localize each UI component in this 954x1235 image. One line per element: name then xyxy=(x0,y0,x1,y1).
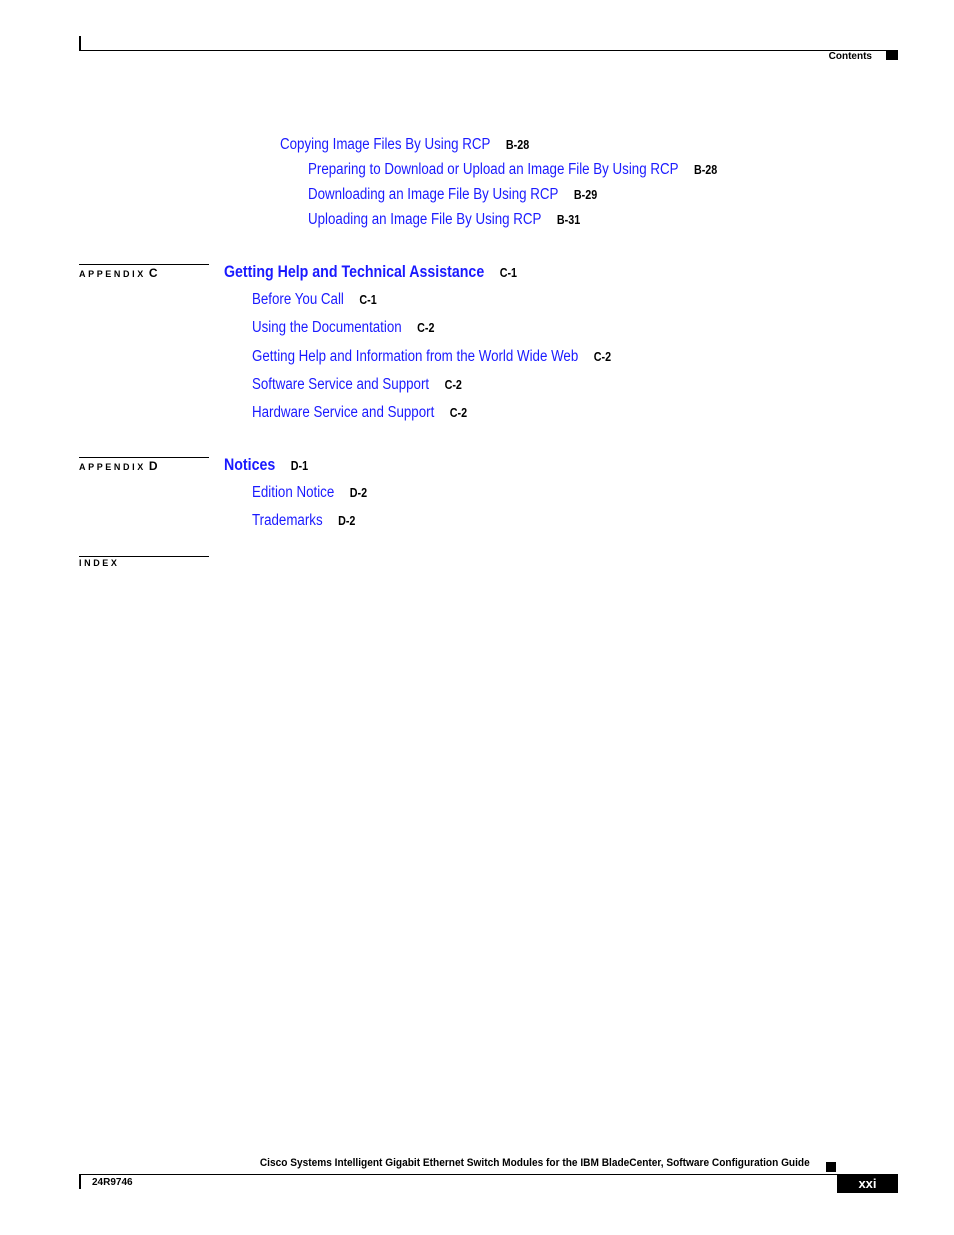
toc-entry-page: C-2 xyxy=(444,378,462,392)
footer-guide-title: Cisco Systems Intelligent Gigabit Ethernet Switch Modules for the IBM BladeCenter, Software Configuration Guide xyxy=(260,1157,810,1169)
toc-entry-page: C-1 xyxy=(359,293,377,307)
toc-entry-title[interactable]: Before You Call xyxy=(252,291,344,308)
toc-entry[interactable] xyxy=(252,403,467,423)
appendix-d-label xyxy=(79,459,157,473)
footer-doc-number: 24R9746 xyxy=(92,1177,133,1188)
toc-entry[interactable] xyxy=(252,375,462,395)
toc-entry[interactable] xyxy=(252,483,367,503)
toc-entry-title[interactable]: Software Service and Support xyxy=(252,376,430,393)
appendix-letter: C xyxy=(148,266,158,280)
appendix-c-rule xyxy=(79,264,209,265)
header-section-title: Contents xyxy=(828,51,872,62)
header-marker-box xyxy=(886,51,898,60)
index-label: INDEX xyxy=(79,558,120,568)
footer-page-number: xxi xyxy=(837,1174,898,1193)
appendix-d-rule xyxy=(79,457,209,458)
chapter-title[interactable]: Getting Help and Technical Assistance xyxy=(224,263,485,281)
toc-entry-title[interactable]: Trademarks xyxy=(252,512,323,529)
toc-entry-title[interactable]: Preparing to Download or Upload an Image File By Using RCP xyxy=(308,161,679,178)
header-rule xyxy=(79,50,898,51)
appendix-d-heading[interactable] xyxy=(224,455,308,476)
toc-entry[interactable] xyxy=(280,135,529,155)
chapter-title[interactable]: Notices xyxy=(224,456,276,474)
toc-entry-title[interactable]: Using the Documentation xyxy=(252,319,402,336)
chapter-page: C-1 xyxy=(499,266,518,280)
appendix-c-heading[interactable] xyxy=(224,262,517,283)
chapter-page: D-1 xyxy=(290,459,309,473)
toc-entry-title[interactable]: Downloading an Image File By Using RCP xyxy=(308,186,559,203)
toc-entry-page: B-28 xyxy=(693,163,718,177)
toc-entry-page: D-2 xyxy=(338,514,356,528)
toc-entry-page: D-2 xyxy=(349,486,368,500)
footer-left-bar xyxy=(79,1174,81,1189)
toc-entry-page: C-2 xyxy=(417,321,435,335)
appendix-c-label xyxy=(79,266,157,280)
toc-entry-title[interactable]: Uploading an Image File By Using RCP xyxy=(308,211,542,228)
toc-entry-page: B-31 xyxy=(556,213,581,227)
toc-entry[interactable] xyxy=(252,318,434,338)
footer-marker-box xyxy=(826,1162,836,1172)
appendix-letter: D xyxy=(148,459,158,473)
toc-entry-page: C-2 xyxy=(593,350,612,364)
header-left-bar xyxy=(79,36,81,51)
toc-entry[interactable] xyxy=(252,347,611,367)
toc-entry-title[interactable]: Edition Notice xyxy=(252,484,335,501)
appendix-label-text: APPENDIX xyxy=(79,269,146,279)
index-rule xyxy=(79,556,209,557)
toc-entry[interactable] xyxy=(252,511,355,531)
toc-entry[interactable] xyxy=(252,290,377,310)
toc-entry-page: B-29 xyxy=(573,188,598,202)
footer-rule xyxy=(79,1174,898,1175)
toc-entry-title[interactable]: Getting Help and Information from the World Wide Web xyxy=(252,348,579,365)
toc-entry[interactable] xyxy=(308,210,580,230)
toc-entry[interactable] xyxy=(308,160,717,180)
toc-entry-title[interactable]: Hardware Service and Support xyxy=(252,404,435,421)
toc-entry-page: B-28 xyxy=(505,138,530,152)
toc-entry-title[interactable]: Copying Image Files By Using RCP xyxy=(280,136,491,153)
toc-entry[interactable] xyxy=(308,185,597,205)
toc-entry-page: C-2 xyxy=(449,406,468,420)
appendix-label-text: APPENDIX xyxy=(79,462,146,472)
